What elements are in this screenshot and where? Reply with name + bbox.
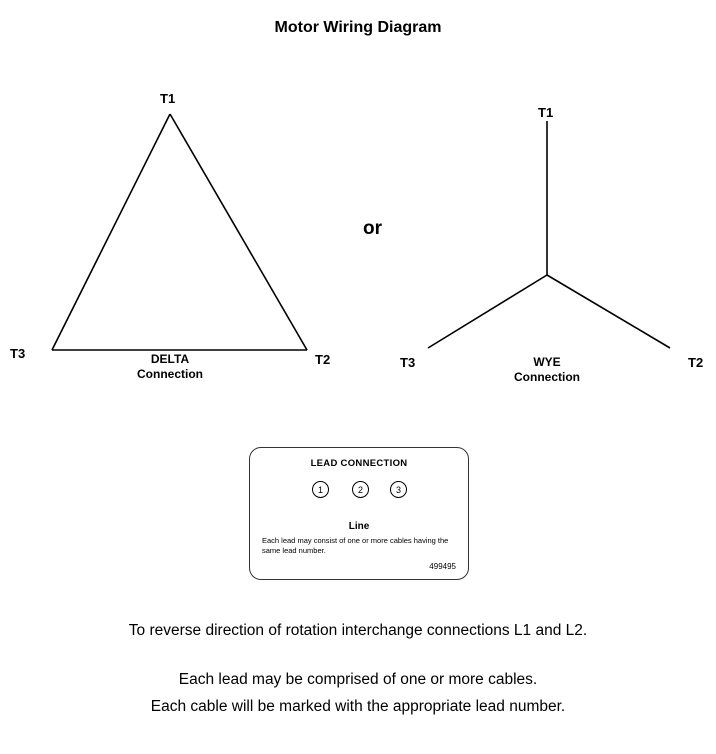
or-label: or <box>363 218 382 239</box>
wye-terminal-t2-label: T2 <box>688 355 704 370</box>
footer-line-2: Each lead may be comprised of one or more cables. <box>178 671 538 688</box>
wye-caption <box>492 355 602 385</box>
lead-connection-plate <box>249 447 469 580</box>
wye-caption-line2: Connection <box>514 370 580 384</box>
delta-triangle <box>52 114 307 350</box>
plate-line-label: Line <box>348 521 370 532</box>
page-title: Motor Wiring Diagram <box>274 19 442 36</box>
delta-caption-line1: DELTA <box>150 352 190 366</box>
footer-line-3: Each cable will be marked with the appropriate lead number. <box>150 698 566 715</box>
delta-caption-line2: Connection <box>137 367 203 381</box>
footer-line-1: To reverse direction of rotation interchange connections L1 and L2. <box>128 622 588 639</box>
wye-terminal-t1-label: T1 <box>538 105 554 120</box>
wye-caption-line1: WYE <box>533 355 561 369</box>
terminal-marker-2: 2 <box>352 481 369 498</box>
delta-terminal-t1-label: T1 <box>160 91 176 106</box>
plate-code: 499495 <box>429 562 456 571</box>
wye-terminal-t3-label: T3 <box>400 355 416 370</box>
terminal-marker-3: 3 <box>390 481 407 498</box>
plate-note: Each lead may consist of one or more cables having the same lead number. <box>262 536 449 555</box>
plate-title: LEAD CONNECTION <box>310 458 408 469</box>
terminal-marker-1: 1 <box>312 481 329 498</box>
delta-terminal-t3-label: T3 <box>10 346 26 361</box>
delta-terminal-t2-label: T2 <box>315 352 331 367</box>
delta-caption <box>115 352 225 382</box>
wye-star <box>428 121 670 348</box>
